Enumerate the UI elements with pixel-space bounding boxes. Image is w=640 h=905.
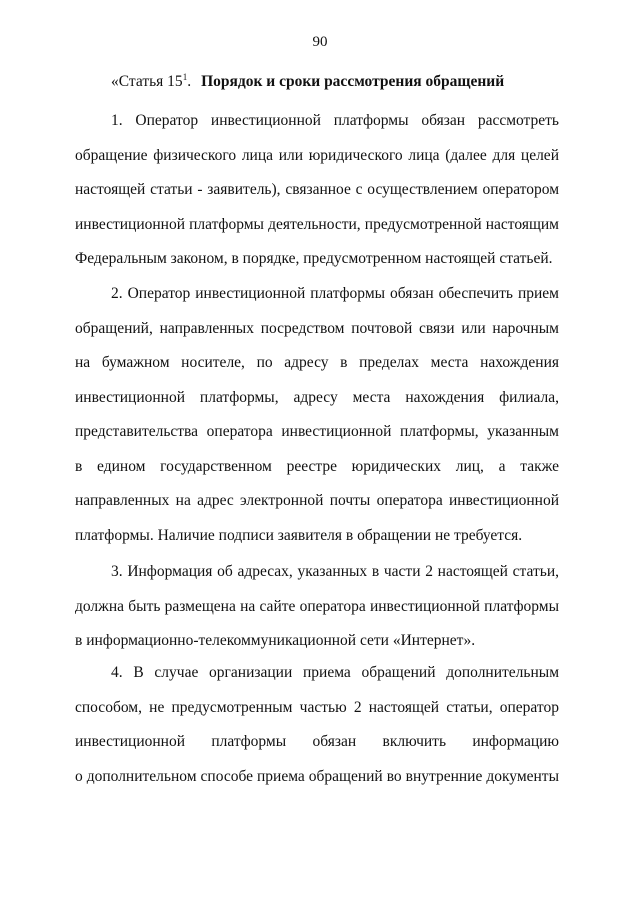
paragraph-line: представительства оператора инвестиционной платформы, указанным: [75, 423, 559, 440]
paragraph-line: о дополнительном способе приема обращений во внутренние документы: [75, 767, 559, 785]
paragraph-3: [75, 555, 559, 659]
paragraph-line: платформы. Наличие подписи заявителя в обращении не требуется.: [75, 526, 523, 544]
paragraph-2: [75, 277, 559, 553]
paragraph-line: обращение физического лица или юридического лица (далее для целей: [75, 146, 559, 164]
paragraph-line: инвестиционной платформы деятельности, предусмотренной настоящим: [75, 215, 559, 233]
paragraph-line: на бумажном носителе, по адресу в пределах места нахождения: [75, 354, 559, 371]
article-title: Порядок и сроки рассмотрения обращений: [201, 73, 505, 90]
article-heading: [111, 72, 504, 91]
paragraph-line: настоящей статьи - заявитель), связанное с осуществлением оператором: [75, 181, 559, 198]
paragraph-line: направленных на адрес электронной почты оператора инвестиционной: [75, 492, 559, 509]
paragraph-line: 4. В случае организации приема обращений дополнительным: [111, 664, 559, 681]
paragraph-line: 1. Оператор инвестиционной платформы обязан рассмотреть: [111, 112, 559, 129]
article-number: «Статья $15^1$.: [111, 72, 192, 90]
paragraph-line: обращений, направленных посредством почтовой связи или нарочным: [75, 319, 559, 337]
paragraph-4: [75, 656, 559, 794]
paragraph-line: способом, не предусмотренным частью 2 настоящей статьи, оператор: [75, 698, 559, 716]
paragraph-line: Федеральным законом, в порядке, предусмотренном настоящей статьей.: [75, 250, 553, 267]
paragraph-line: инвестиционной платформы, адресу места нахождения филиала,: [75, 388, 559, 406]
paragraph-line: в едином государственном реестре юридических лиц, а также: [75, 457, 559, 475]
paragraph-1: [75, 104, 559, 277]
paragraph-line: в информационно-телекоммуникационной сети «Интернет».: [75, 632, 476, 649]
article-number-superscript: 1: [182, 72, 188, 82]
paragraph-line: 2. Оператор инвестиционной платформы обязан обеспечить прием: [111, 285, 559, 302]
page-number: 90: [312, 34, 328, 50]
paragraph-line: 3. Информация об адресах, указанных в части 2 настоящей статьи,: [111, 563, 559, 580]
paragraph-line: инвестиционной платформы обязан включить информацию: [75, 733, 559, 750]
paragraph-line: должна быть размещена на сайте оператора инвестиционной платформы: [75, 597, 559, 615]
